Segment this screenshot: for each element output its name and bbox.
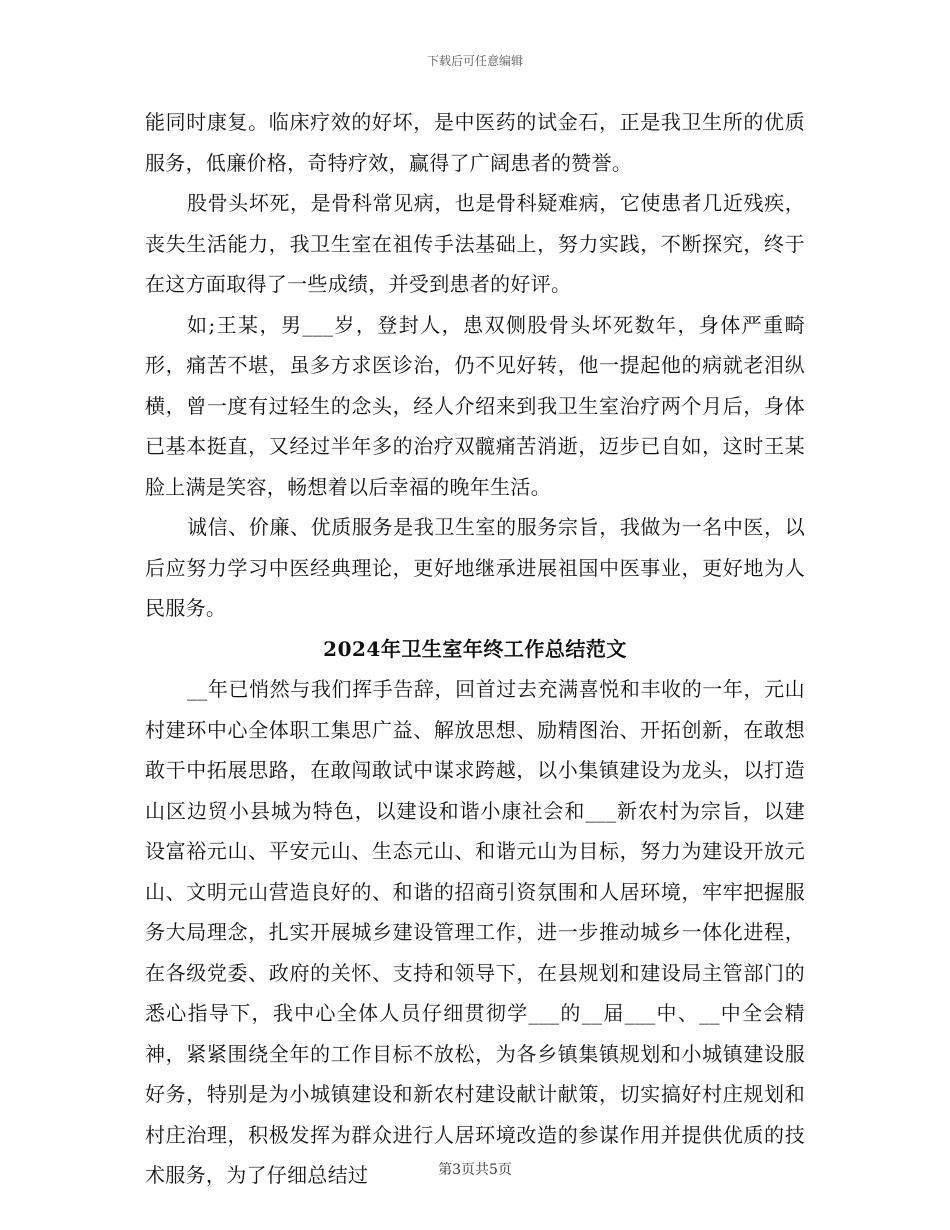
paragraph-service-tenet: 诚信、价廉、优质服务是我卫生室的服务宗旨，我做为一名中医，以后应努力学习中医经典理论，更好地继承进展祖国中医事业，更好地为人民服务。 xyxy=(145,515,805,620)
paragraph-patient-case: 如;王某，男___岁，登封人，患双侧股骨头坏死数年，身体严重畸形，痛苦不堪，虽多方求医诊治，仍不见好转，他一提起他的病就老泪纵横，曾一度有过轻生的念头，经人介绍来到我卫生室治疗两个月后，身体已基本挺直，又经过半年多的治疗双髋痛苦消逝，迈步已自如，这时王某脸上满是笑容，畅想着以后幸福的晚年生活。 xyxy=(145,312,805,499)
section-title: 2024年卫生室年终工作总结范文 xyxy=(323,636,627,661)
paragraph-continuation: 能同时康复。临床疗效的好坏，是中医药的试金石，正是我卫生所的优质服务，低廉价格，奇特疗效，赢得了广阔患者的赞誉。 xyxy=(145,110,805,175)
document-body xyxy=(145,102,805,1196)
paragraph-femoral-head-necrosis: 股骨头坏死，是骨科常见病，也是骨科疑难病，它使患者几近残疾，丧失生活能力，我卫生室在祖传手法基础上，努力实践，不断探究，终于在这方面取得了一些成绩，并受到患者的好评。 xyxy=(145,191,805,296)
page-header: 下载后可任意编辑 xyxy=(426,54,523,68)
paragraph-year-summary: __年已悄然与我们挥手告辞，回首过去充满喜悦和丰收的一年，元山村建环中心全体职工集思广益、解放思想、励精图治、开拓创新，在敢想敢干中拓展思路，在敢闯敢试中谋求跨越，以小集镇建设为龙头，以打造山区边贸小县城为特色，以建设和谐小康社会和___新农村为宗旨，以建设富裕元山、平安元山、生态元山、和谐元山为目标，努力为建设开放元山、文明元山营造良好的、和谐的招商引资氛围和人居环境，牢牢把握服务大局理念，扎实开展城乡建设管理工作，进一步推动城乡一体化进程，在各级党委、政府的关怀、支持和领导下，在县规划和建设局主管部门的悉心指导下，我中心全体人员仔细贯彻学___的__届___中、__中全会精神，紧紧围绕全年的工作目标不放松，为各乡镇集镇规划和小城镇建设服好务，特别是为小城镇建设和新农村建设献计献策，切实搞好村庄规划和村庄治理，积极发挥为群众进行人居环境改造的参谋作用并提供优质的技术服务，为了仔细总结过 xyxy=(145,677,805,1187)
page-number: 第3页共5页 xyxy=(438,1162,512,1178)
